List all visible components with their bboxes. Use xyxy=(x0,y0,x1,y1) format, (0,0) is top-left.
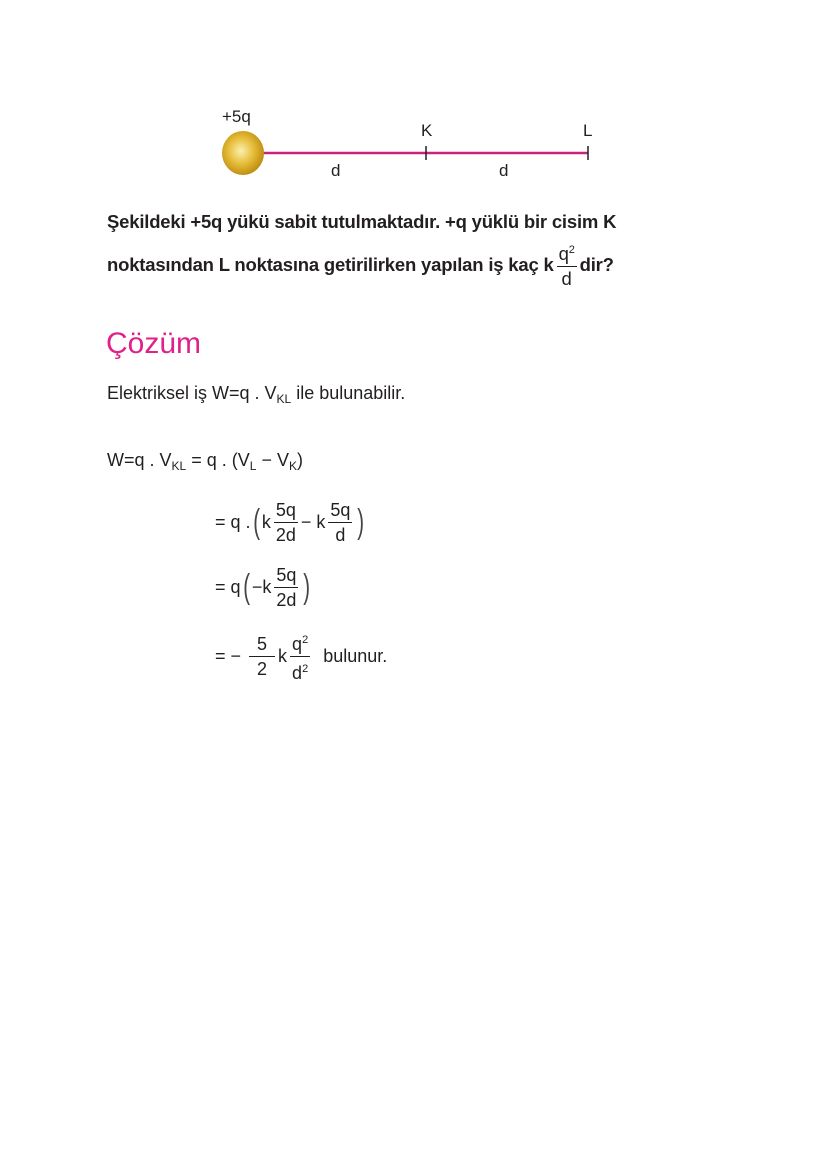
eq-text: = − xyxy=(215,646,242,666)
question-line-2 xyxy=(107,240,614,289)
paren-open: ( xyxy=(252,503,260,541)
numerator: q xyxy=(558,243,569,264)
equation-line-4 xyxy=(215,630,387,683)
subscript: K xyxy=(288,459,297,473)
denominator: d xyxy=(335,525,346,545)
fraction xyxy=(328,500,352,545)
solution-intro xyxy=(107,383,405,406)
point-l-label: L xyxy=(583,121,593,140)
paren-close: ) xyxy=(357,503,365,541)
charge-sphere xyxy=(222,131,264,175)
fraction xyxy=(274,500,298,545)
eq-text: k xyxy=(278,646,288,666)
equation-line-1 xyxy=(107,450,303,473)
exponent: 2 xyxy=(568,244,575,256)
question-line-1: Şekildeki +5q yükü sabit tutulmaktadır. +q yüklü bir cisim K xyxy=(107,211,617,232)
numerator: 5q xyxy=(274,500,298,523)
eq-text: bulunur. xyxy=(323,646,388,666)
denominator: 2 xyxy=(257,659,268,679)
eq-text: W=q . V xyxy=(107,450,172,470)
eq-text: −k xyxy=(251,577,272,597)
subscript: KL xyxy=(171,459,187,473)
question-end: dir? xyxy=(579,253,614,275)
numerator: 5 xyxy=(249,634,275,657)
fraction xyxy=(249,634,275,679)
exponent: 2 xyxy=(302,634,309,646)
eq-text: − V xyxy=(256,450,289,470)
eq-text: = q xyxy=(215,577,241,597)
question-text: noktasından L noktasına getirilirken yapılan iş kaç k xyxy=(107,253,554,275)
eq-text: = q . xyxy=(215,512,251,532)
exponent: 2 xyxy=(302,663,309,675)
eq-text: k xyxy=(316,512,326,532)
numerator: 5q xyxy=(328,500,352,523)
eq-text: ) xyxy=(296,450,303,470)
intro-text: ile bulunabilir. xyxy=(291,383,406,403)
equation-line-3 xyxy=(215,565,313,610)
charge-label: +5q xyxy=(222,107,251,126)
paren-close: ) xyxy=(303,568,311,606)
fraction xyxy=(290,630,310,683)
point-k-label: K xyxy=(421,121,433,140)
paren-open: ( xyxy=(242,568,250,606)
intro-text: Elektriksel iş W=q . V xyxy=(107,383,277,403)
denominator: 2d xyxy=(276,590,297,610)
equation-line-2 xyxy=(215,500,367,545)
fraction xyxy=(557,240,577,289)
subscript: KL xyxy=(276,392,292,406)
numerator: 5q xyxy=(274,565,298,588)
denominator: d xyxy=(561,268,572,289)
eq-text: = q . (V xyxy=(186,450,250,470)
denominator: 2d xyxy=(275,525,296,545)
charge-diagram xyxy=(0,0,828,200)
fraction xyxy=(274,565,298,610)
solution-title: Çözüm xyxy=(106,327,202,360)
distance-label: d xyxy=(499,161,509,180)
denominator: d xyxy=(292,663,303,683)
distance-label: d xyxy=(331,161,341,180)
subscript: L xyxy=(249,459,257,473)
numerator: q xyxy=(292,634,303,654)
eq-text: k xyxy=(261,512,271,532)
eq-text: − xyxy=(300,512,312,532)
